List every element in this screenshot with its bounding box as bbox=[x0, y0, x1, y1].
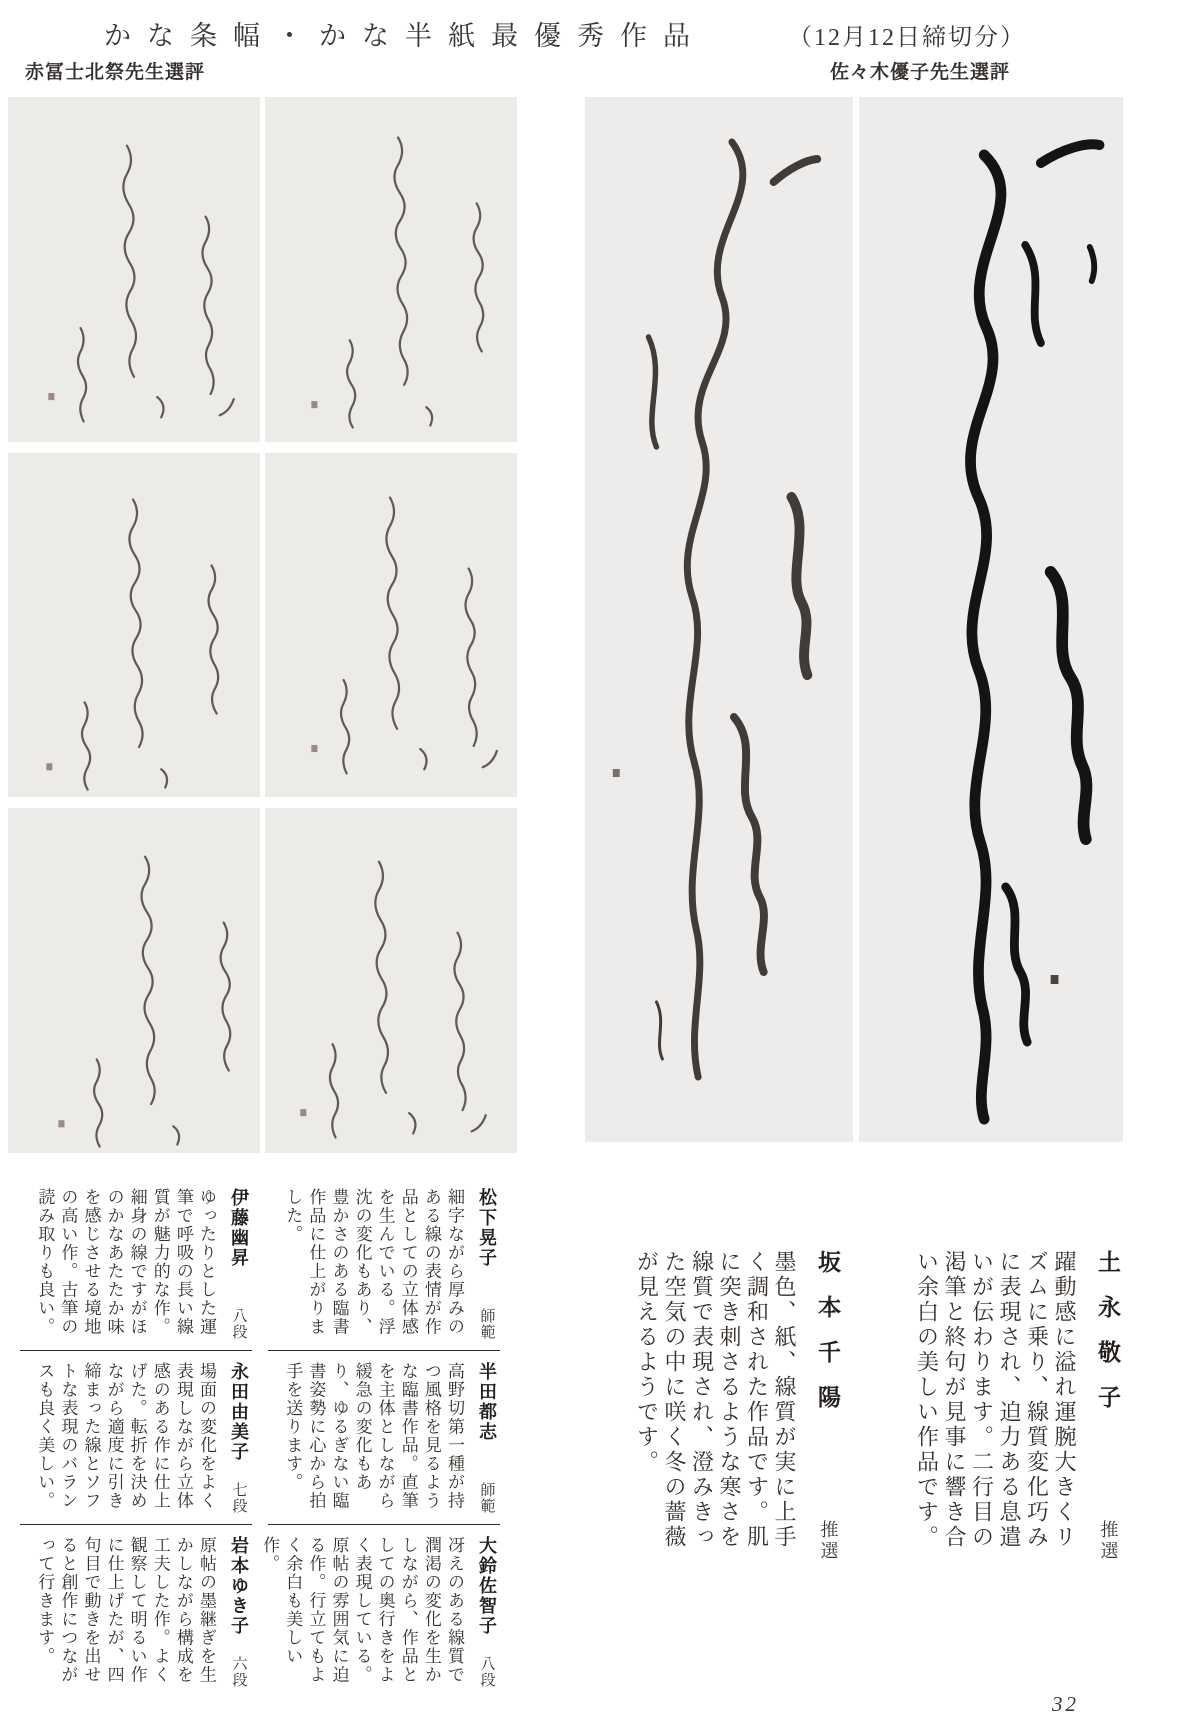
calligraphy-artwork bbox=[265, 97, 517, 442]
critique-rank: 八段 bbox=[230, 1308, 247, 1340]
calligraphy-artwork bbox=[8, 453, 260, 798]
artwork-cell-5 bbox=[8, 808, 260, 1153]
divider-rule bbox=[268, 1350, 500, 1351]
critique-name: 坂本千陽 bbox=[815, 1250, 841, 1430]
calligraphy-artwork bbox=[8, 808, 260, 1153]
critique-head bbox=[474, 1362, 500, 1514]
critique-block-tsuchinaga bbox=[855, 1250, 1125, 1562]
artwork-cell-4 bbox=[265, 453, 517, 798]
critique-rank: 師範 bbox=[478, 1308, 495, 1340]
critique-block-handa bbox=[268, 1362, 500, 1514]
artwork-cell-6 bbox=[265, 808, 517, 1153]
divider-rule bbox=[268, 1524, 500, 1525]
critique-block-ito bbox=[20, 1188, 252, 1340]
divider-rule bbox=[20, 1524, 252, 1525]
critique-body: 墨色、紙、線質が実に上手く調和された作品です。肌に突き刺さるような寒さを線質で表現され、澄みきった空気の中に咲く冬の薔薇が見えるようです。 bbox=[634, 1250, 797, 1550]
critique-rank: 八段 bbox=[478, 1656, 495, 1688]
critique-body: ゆったりとした運筆で呼吸の長い線質が魅力的な作。細身の線ですがほのかなあたたか味を感じさせる境地の高い作。古筆の読み取りも良い。 bbox=[35, 1188, 216, 1336]
critique-rank: 七段 bbox=[230, 1482, 247, 1514]
artwork-cell-1 bbox=[8, 97, 260, 442]
calligraphy-artwork bbox=[265, 453, 517, 798]
critique-head bbox=[474, 1188, 500, 1340]
artwork-strip-2 bbox=[859, 97, 1123, 1142]
critique-block-iwamoto bbox=[20, 1536, 252, 1688]
critique-name: 土永敬子 bbox=[1095, 1250, 1121, 1430]
critique-name: 永田由美子 bbox=[229, 1362, 249, 1462]
divider-rule bbox=[20, 1350, 252, 1351]
calligraphy-artwork bbox=[265, 808, 517, 1153]
critique-head bbox=[1092, 1250, 1125, 1562]
critique-body: 高野切第一種が持つ風格を見るような臨書作品。直筆を主体としながら緩急の変化もあり、ゆるぎない臨書姿勢に心から拍手を送ります。 bbox=[283, 1362, 464, 1510]
calligraphy-artwork bbox=[8, 97, 260, 442]
critique-name: 半田都志 bbox=[477, 1362, 497, 1442]
critique-block-matsushita bbox=[268, 1188, 500, 1340]
critique-rank: 師範 bbox=[478, 1482, 495, 1514]
critique-name: 岩本ゆき子 bbox=[229, 1536, 249, 1636]
section-header-right: 佐々木優子先生選評 bbox=[829, 62, 1010, 83]
deadline-note: （12月12日締切分） bbox=[788, 25, 1026, 51]
artwork-cell-3 bbox=[8, 453, 260, 798]
section-header-left: 赤冨士北祭先生選評 bbox=[25, 62, 206, 83]
artwork-grid bbox=[8, 97, 517, 1153]
calligraphy-artwork bbox=[585, 97, 853, 1142]
critique-name: 松下晃子 bbox=[477, 1188, 497, 1268]
critique-name: 大鈴佐智子 bbox=[477, 1536, 497, 1636]
critique-rank: 推選 bbox=[1098, 1520, 1119, 1562]
critique-body: 場面の変化をよく表現しながら立体感のある作に仕上げた。転折を決めながら適度に引き締まった線とソフトな表現のバランスも良く美しい。 bbox=[35, 1362, 216, 1510]
critique-head bbox=[226, 1362, 252, 1514]
artwork-cell-2 bbox=[265, 97, 517, 442]
critique-body: 細字ながら厚みのある線の表情が作品としての立体感を生んでいる。浮沈の変化もあり、豊かさのある臨書作品に仕上がりました。 bbox=[283, 1188, 464, 1336]
critique-head bbox=[474, 1536, 500, 1688]
page-number: 32 bbox=[1052, 1692, 1079, 1716]
critique-body: 原帖の墨継ぎを生かしながら構成を工夫した作。よく観察して明るい作に仕上げたが、四句目で動きを出せると創作につながって行きます。 bbox=[35, 1536, 216, 1684]
critique-head bbox=[226, 1536, 252, 1688]
critique-body: 躍動感に溢れ運腕大きくリズムに乗り、線質変化巧みに表現され、迫力ある息遣いが伝わります。二行目の渇筆と終句が見事に響き合い余白の美しい作品です。 bbox=[914, 1250, 1077, 1550]
critique-rank: 推選 bbox=[818, 1520, 839, 1562]
critique-rank: 六段 bbox=[230, 1656, 247, 1688]
critique-block-osuzu bbox=[260, 1536, 500, 1688]
calligraphy-artwork bbox=[859, 97, 1123, 1142]
critique-body: 冴えのある線質で潤渇の変化を生かしながら、作品としての奥行きをよく表現している。原帖の雰囲気に迫る作。行立てもよく余白も美しい作。 bbox=[260, 1536, 464, 1684]
artwork-strip-1 bbox=[585, 97, 853, 1142]
critique-name: 伊藤幽昇 bbox=[229, 1188, 249, 1268]
critique-block-sakamoto bbox=[595, 1250, 845, 1562]
critique-head bbox=[812, 1250, 845, 1562]
critique-block-nagata bbox=[20, 1362, 252, 1514]
critique-head bbox=[226, 1188, 252, 1340]
page-title: かな条幅・かな半紙最優秀作品 bbox=[104, 21, 706, 51]
